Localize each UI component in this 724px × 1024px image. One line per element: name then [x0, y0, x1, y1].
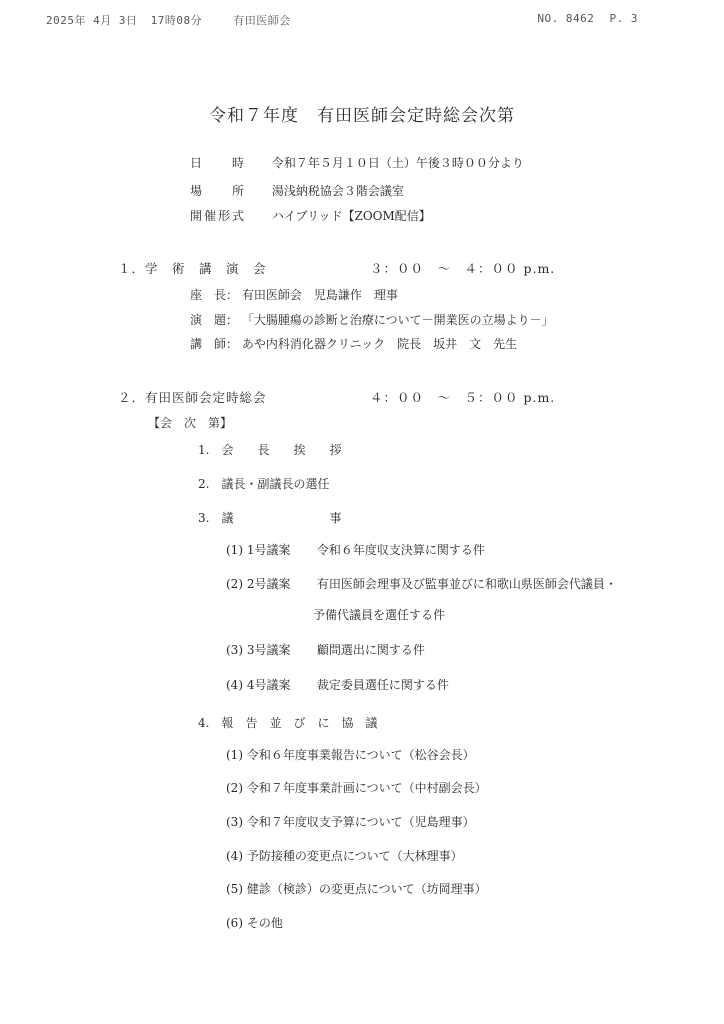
fax-sender: 有田医師会	[233, 14, 291, 27]
report-4: (4) 予防接種の変更点について（大林理事）	[226, 849, 463, 863]
bill-3-label: (3) 3号議案	[226, 643, 291, 657]
meta-format-label: 開催形式	[190, 209, 247, 223]
bill-1-label: (1) 1号議案	[226, 543, 291, 557]
chair-value: 有田医師会 児島謙作 理事	[241, 288, 398, 302]
meta-date-value: 令和７年５月１０日（土）午後３時００分より	[271, 156, 524, 170]
chair-row	[190, 286, 398, 303]
agenda-item-2: 2. 議長・副議長の選任	[198, 477, 330, 491]
speaker-value: あや内科消化器クリニック 院長 坂井 文 先生	[241, 337, 518, 351]
fax-page: P. 3	[609, 12, 638, 25]
meta-date-row	[190, 154, 524, 171]
agenda-item-3: 3. 議 事	[198, 511, 342, 525]
section1-heading: １．学 術 講 演 会	[118, 261, 267, 276]
report-6: (6) その他	[226, 916, 283, 930]
bill-4	[226, 676, 449, 693]
fax-date: 2025年 4月 3日	[46, 14, 138, 27]
document-title: 令和７年度 有田医師会定時総会次第	[209, 106, 515, 126]
bill-3	[226, 641, 425, 658]
topic-value: 「大腸腫瘍の診断と治療について－開業医の立場より－」	[241, 313, 554, 327]
topic-row	[190, 311, 554, 328]
bill-1	[226, 541, 485, 558]
fax-header-right	[529, 12, 638, 25]
bill-2-continuation: 予備代議員を選任する件	[313, 608, 446, 622]
agenda-item-4: 4. 報 告 並 び に 協 議	[198, 716, 378, 730]
report-2: (2) 令和７年度事業計画について（中村副会長）	[226, 781, 487, 795]
meta-place-label: 場 所	[190, 184, 247, 198]
report-1: (1) 令和６年度事業報告について（松谷会長）	[226, 748, 475, 762]
meta-date-label: 日 時	[190, 156, 247, 170]
fax-time: 17時08分	[150, 14, 203, 27]
speaker-label: 講 師：	[190, 337, 239, 351]
fax-number: NO. 8462	[537, 12, 595, 25]
report-3: (3) 令和７年度収支予算について（児島理事）	[226, 815, 475, 829]
topic-label: 演 題：	[190, 313, 239, 327]
agenda-item-1: 1. 会 長 挨 拶	[198, 443, 342, 457]
bill-3-text: 顧問選出に関する件	[316, 643, 425, 657]
meta-place-value: 湯浅納税協会３階会議室	[271, 184, 404, 198]
bill-2	[226, 575, 617, 592]
chair-label: 座 長：	[190, 288, 239, 302]
section2-heading: ２．有田医師会定時総会	[118, 390, 267, 405]
section2-time: ４：００ 〜 ５：００ p.m.	[370, 390, 556, 405]
meta-format-value: ハイブリッド【ZOOM配信】	[271, 209, 431, 223]
bill-2-text: 有田医師会理事及び監事並びに和歌山県医師会代議員・	[316, 577, 617, 591]
bill-4-label: (4) 4号議案	[226, 678, 291, 692]
bill-2-label: (2) 2号議案	[226, 577, 291, 591]
speaker-row	[190, 335, 517, 352]
meta-place-row	[190, 182, 404, 199]
meta-format-row	[190, 207, 431, 224]
bill-4-text: 裁定委員選任に関する件	[316, 678, 449, 692]
fax-header-left	[46, 12, 297, 28]
agenda-label: 【会 次 第】	[148, 416, 233, 430]
bill-1-text: 令和６年度収支決算に関する件	[316, 543, 485, 557]
report-5: (5) 健診（検診）の変更点について（坊岡理事）	[226, 882, 487, 896]
section1-time: ３：００ 〜 ４：００ p.m.	[370, 261, 556, 276]
